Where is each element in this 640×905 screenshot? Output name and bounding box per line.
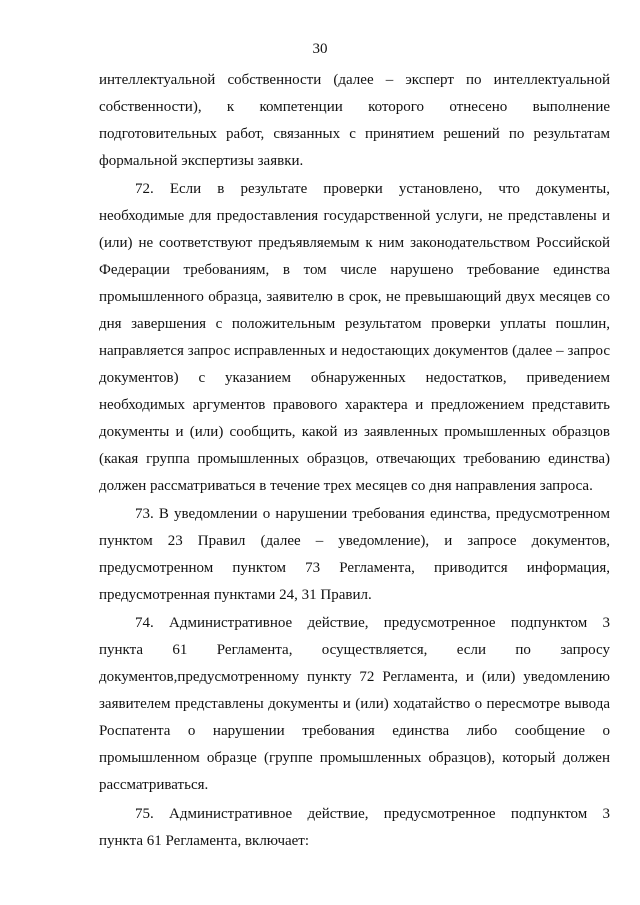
text-line: направляется запрос исправленных и недостающих документов (далее – запрос [99,343,610,359]
paragraph-first-line: 73. В уведомлении о нарушении требования единства, предусмотренном [135,506,610,522]
text-line: рассматриваться. [99,777,209,793]
text-line: Роспатента о нарушении требования единства либо сообщение о [99,723,610,739]
text-line: предусмотренном пунктом 73 Регламента, приводится информация, [99,560,610,576]
text-line: документов,предусмотренному пункту 72 Регламента, и (или) уведомлению [99,669,610,685]
text-line: дня завершения с положительным результатом проверки уплаты пошлин, [99,316,610,332]
text-line: пунктом 23 Правил (далее – уведомление), и запросе документов, [99,533,610,549]
text-line: (или) не соответствуют предъявляемым к ним законодательством Российской [99,235,610,251]
text-line: формальной экспертизы заявки. [99,153,304,169]
text-line: промышленном образце (группе промышленных образцов), который должен [99,750,610,766]
text-line: подготовительных работ, связанных с принятием решений по результатам [99,126,610,142]
paragraph-first-line: 75. Административное действие, предусмотренное подпунктом 3 [135,806,610,822]
text-line: собственности), к компетенции которого отнесено выполнение [99,99,610,115]
text-line: интеллектуальной собственности (далее – эксперт по интеллектуальной [99,72,610,88]
text-line: необходимых аргументов правового характера и предложением представить [99,397,610,413]
text-line: должен рассматриваться в течение трех месяцев со дня направления запроса. [99,478,593,494]
text-line: документов) с указанием обнаруженных недостатков, приведением [99,370,610,386]
paragraph-first-line: 72. Если в результате проверки установлено, что документы, [135,181,610,197]
text-line: предусмотренная пунктами 24, 31 Правил. [99,587,372,603]
text-line: (какая группа промышленных образцов, отвечающих требованию единства) [99,451,610,467]
text-line: Федерации требованиям, в том числе нарушено требование единства [99,262,610,278]
page-number: 30 [312,41,328,57]
text-line: пункта 61 Регламента, включает: [99,833,310,849]
text-line: заявителем представлены документы и (или) ходатайство о пересмотре вывода [99,696,610,712]
text-line: необходимые для предоставления государственной услуги, не представлены и [99,208,610,224]
text-line: пункта 61 Регламента, осуществляется, если по запросу [99,642,610,658]
text-line: документы и (или) сообщить, какой из заявленных промышленных образцов [99,424,610,440]
paragraph-first-line: 74. Административное действие, предусмотренное подпунктом 3 [135,615,610,631]
text-line: промышленного образца, заявителю в срок, не превышающий двух месяцев со [99,289,610,305]
